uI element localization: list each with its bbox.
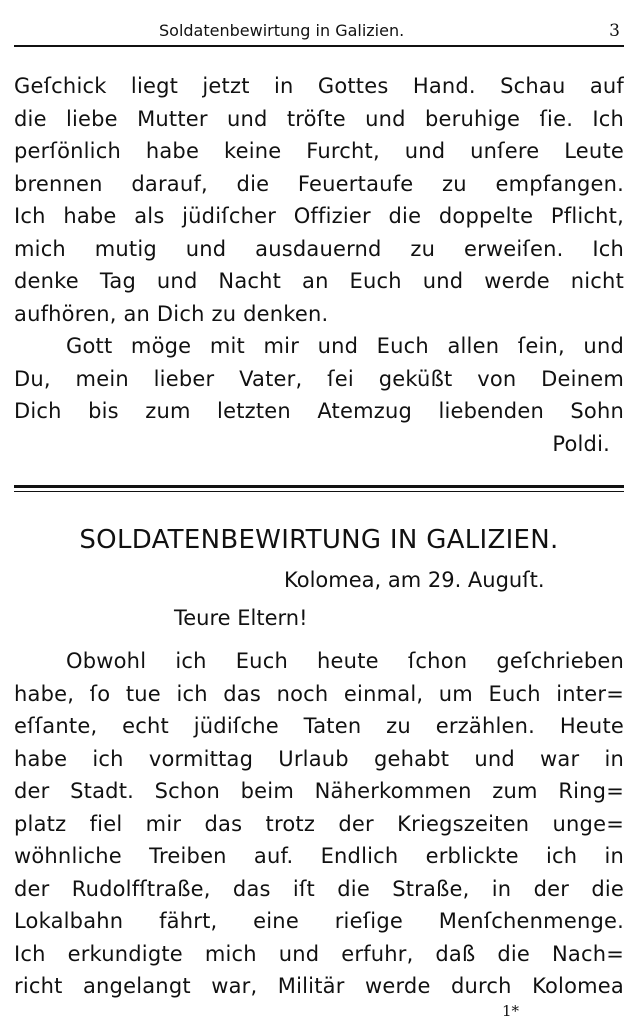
text-line: Obwohl ich Euch heute ſchon geſchrieben [66, 649, 624, 673]
text-line: Geſchick liegt jetzt in Gottes Hand. Schau auf [14, 74, 624, 98]
text-line: richt angelangt war, Militär werde durch Kolomea [14, 974, 624, 998]
printer-signature-mark: 1* [502, 1002, 520, 1020]
text-line: wöhnliche Treiben auf. Endlich erblickte ich in [14, 844, 624, 868]
text-line: mich mutig und ausdauernd zu erweiſen. Ich [14, 236, 624, 261]
text-line: der Rudolfſtraße, das iſt die Straße, in der die [14, 876, 624, 901]
letter-signature: Poldi. [552, 431, 610, 456]
text-line: Ich habe als jüdiſcher Offizier die doppelte Pflicht, [14, 204, 624, 228]
text-line: Gott möge mit mir und Euch allen ſein, und [66, 334, 624, 358]
book-page [14, 0, 624, 1036]
text-line: habe, ſo tue ich das noch einmal, um Euch inter= [14, 681, 624, 706]
section-title: SOLDATENBEWIRTUNG IN GALIZIEN. [79, 525, 559, 555]
letter-dateline: Kolomea, am 29. Auguſt. [284, 568, 545, 592]
text-line: brennen darauf, die Feuertaufe zu empfangen. [14, 171, 624, 196]
text-line: die liebe Mutter und tröſte und beruhige ſie. Ich [14, 106, 624, 131]
text-line: denke Tag und Nacht an Euch und werde nicht [14, 269, 624, 293]
text-line: Lokalbahn fährt, eine rieſige Menſchenmenge. [14, 909, 624, 933]
section-separator-thick [14, 485, 624, 488]
running-header [14, 20, 624, 42]
text-line: Ich erkundigte mich und erfuhr, daß die Nach= [14, 941, 624, 966]
section-body-text [14, 645, 624, 1003]
text-line: eſſante, echt jüdiſche Taten zu erzählen. Heute [14, 714, 624, 738]
text-line: aufhören, an Dich zu denken. [14, 301, 329, 326]
text-line: Dich bis zum letzten Atemzug liebenden Sohn [14, 399, 624, 423]
header-rule [14, 45, 624, 47]
page-number: 3 [609, 21, 620, 41]
text-line: der Stadt. Schon beim Näherkommen zum Ring= [14, 779, 624, 803]
text-line: Du, mein lieber Vater, ſei geküßt von Deinem [14, 366, 624, 391]
letter-salutation: Teure Eltern! [174, 606, 308, 630]
text-line: platz fiel mir das trotz der Kriegszeiten unge= [14, 811, 624, 836]
letter-end-text [14, 70, 624, 460]
text-line: perſönlich habe keine Furcht, und unſere Leute [14, 139, 624, 163]
section-separator-thin [14, 491, 624, 492]
text-line: habe ich vormittag Urlaub gehabt und war in [14, 746, 624, 771]
running-title: Soldatenbewirtung in Galizien. [159, 21, 405, 40]
